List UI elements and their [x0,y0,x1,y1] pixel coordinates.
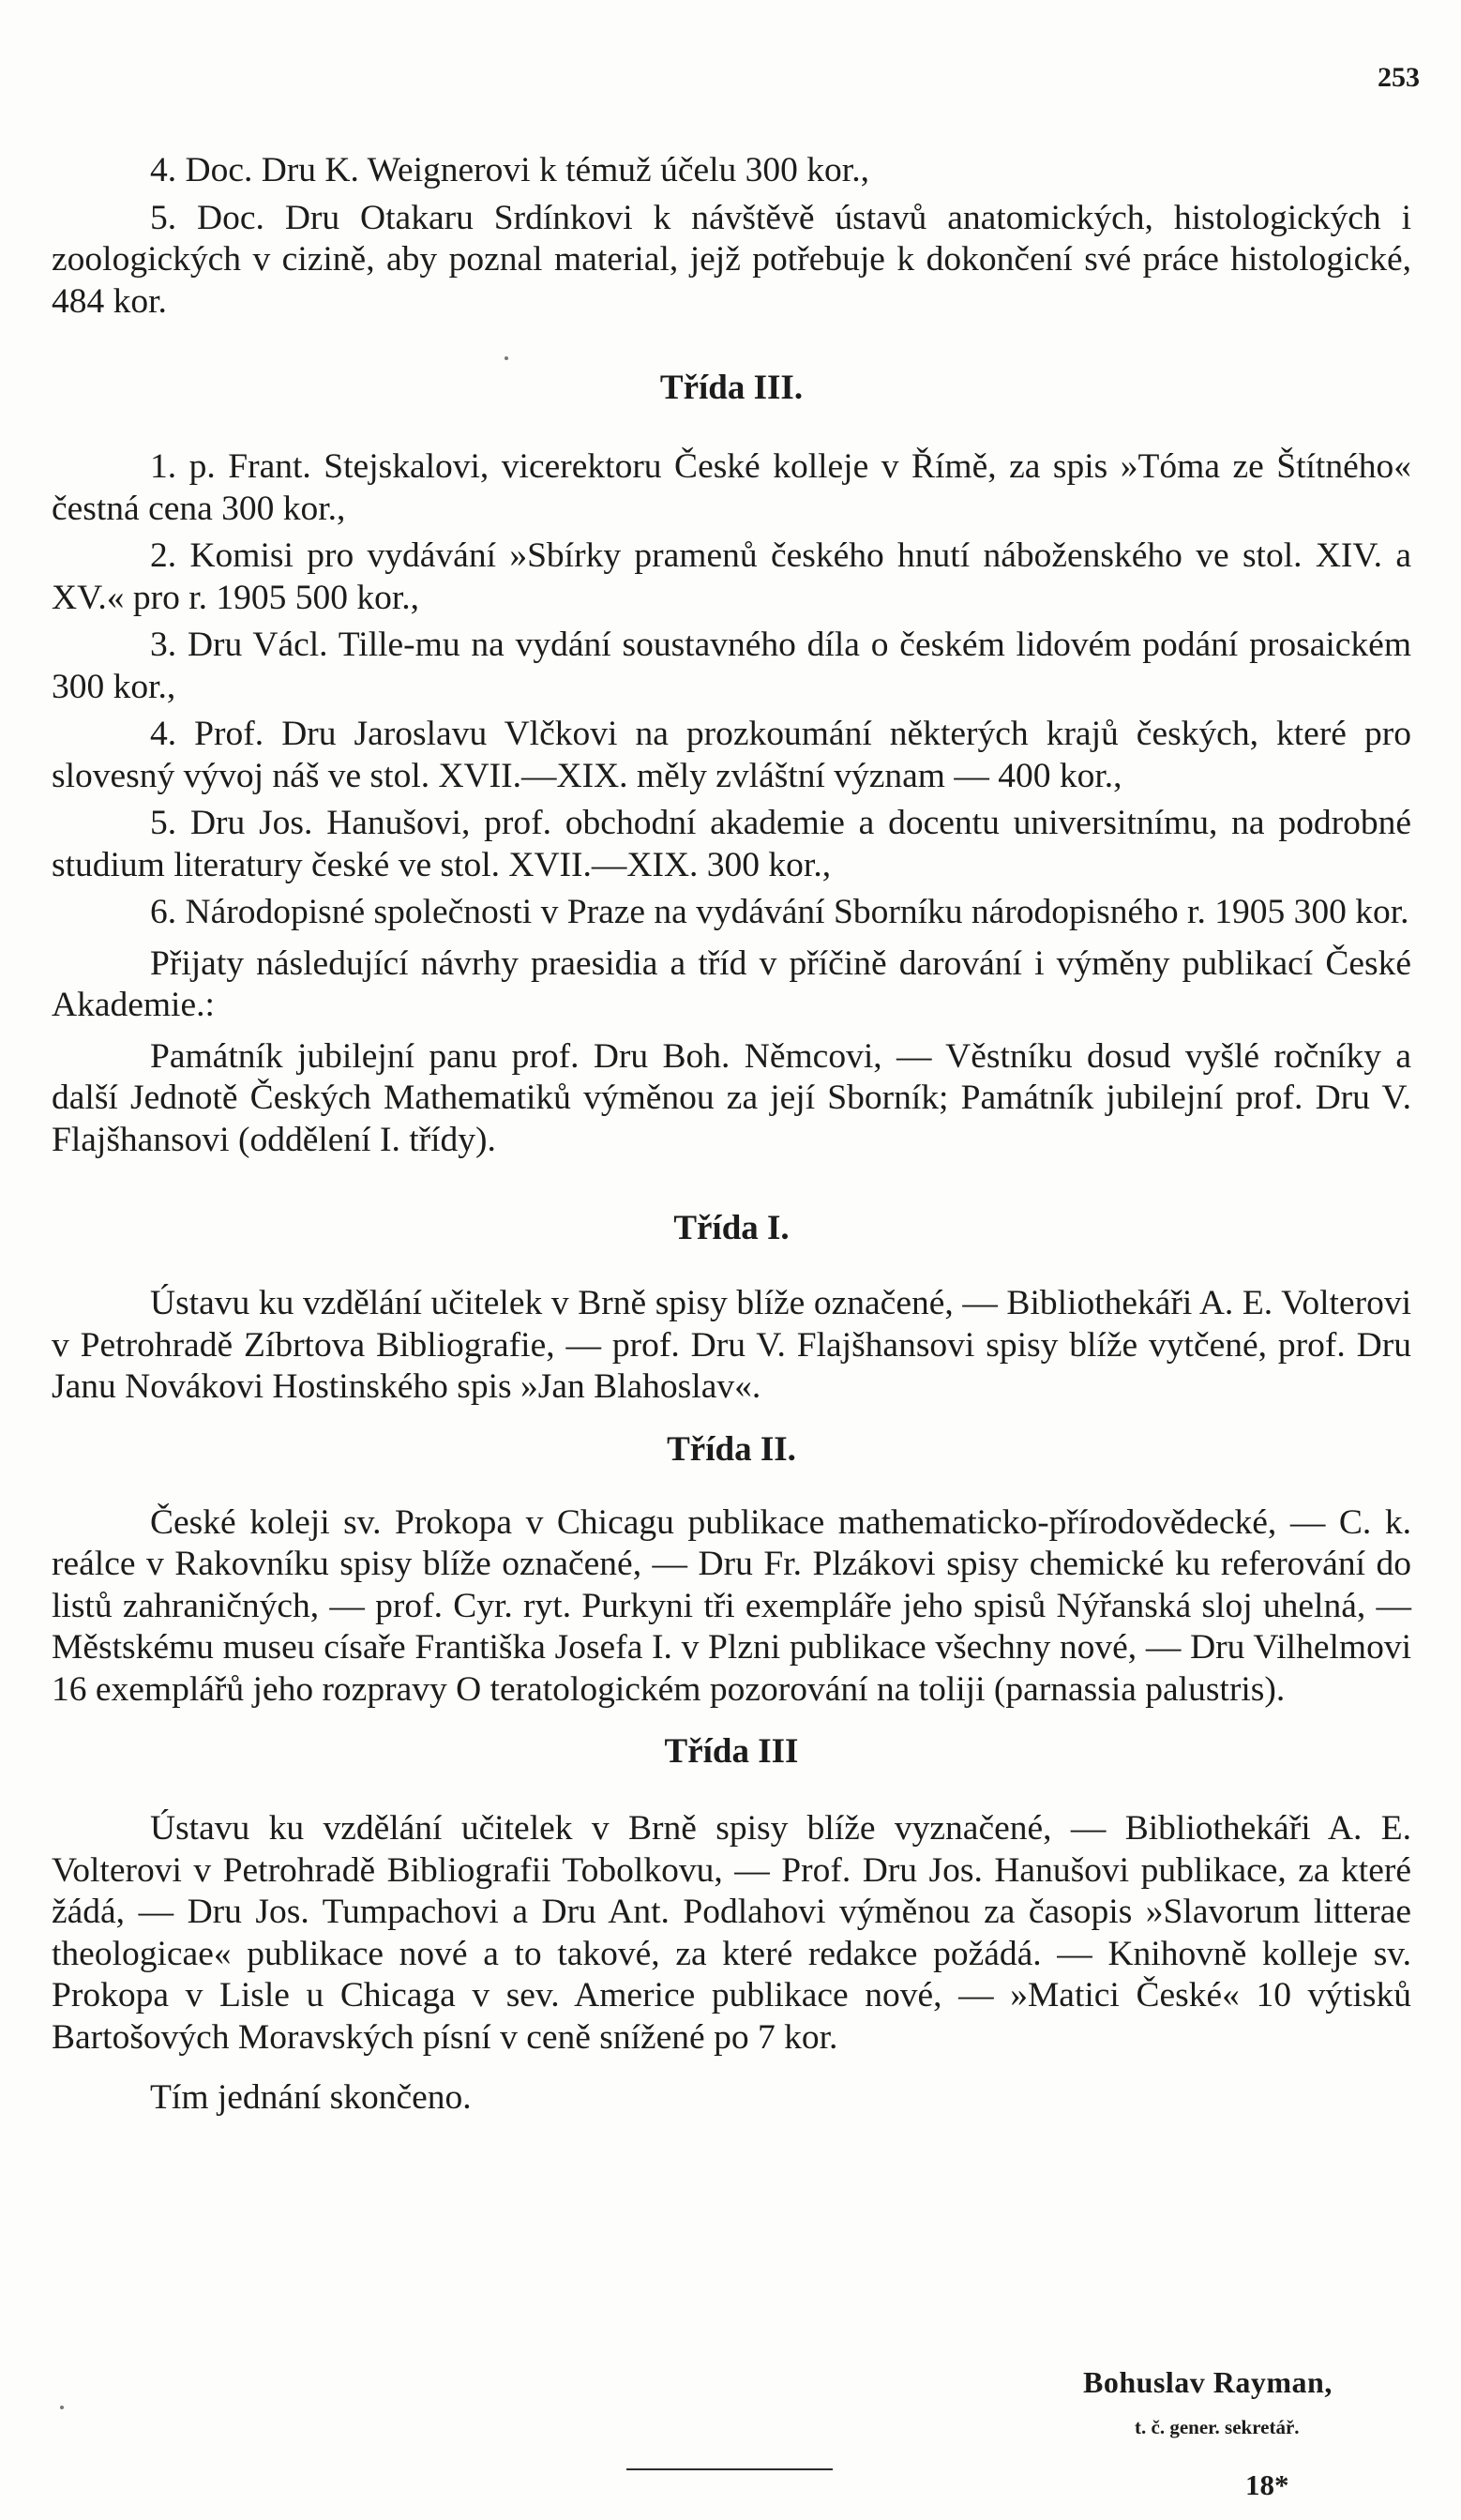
print-speck [505,356,508,360]
intro-paragraph-5: 5. Doc. Dru Otakaru Srdínkovi k návštěvě ústavů anatomických, histologických i zoologických v cizině, aby poznal material, jejž potřebuje k dokončení své práce histologické, 484 kor. [52,198,1411,321]
trida-i-paragraph: Ústavu ku vzdělání učitelek v Brně spisy blíže označené, — Bibliothekáři A. E. Volterovi v Petrohradě Zíbrtova Bibliografie, — prof. Dru V. Flajšhansovi spisy blíže vytčené, prof. Dru Janu Novákovi Hostinského spis »Jan Blahoslav«. [52,1284,1411,1406]
praesidium-intro: Přijaty následující návrhy praesidia a tříd v příčině darování i výměny publikací České Akademie.: [52,943,1411,1024]
trida-iii-item-3: 3. Dru Václ. Tille-mu na vydání soustavného díla o českém lidovém podání prosaickém 300 kor., [52,626,1411,706]
praesidium-pamatnik: Památník jubilejní panu prof. Dru Boh. Němcovi, — Věstníku dosud vyšlé ročníky a další Jednotě Českých Mathematiků výměnou za její Sborník; Památník jubilejní prof. Dru V. Flajšhansovi (oddělení I. třídy). [52,1036,1411,1159]
trida-ii-paragraph: České koleji sv. Prokopa v Chicagu publikace mathematicko-přírodovědecké, — C. k. reálce v Rakovníku spisy blíže označené, — Dru Fr. Plzákovi spisy chemické ku referování do listů zahraničných, — prof. Cyr. ryt. Purkyni tři exempláře jeho spisů Nýřanská sloj uhelná, — Městskému museu císaře Františka Josefa I. v Plzni publikace všechny nové, — Dru Vilhelmovi 16 exemplářů jeho rozpravy O teratologickém pozorování na toliji (parnassia palustris). [52,1502,1411,1709]
trida-iii-item-2: 2. Komisi pro vydávání »Sbírky pramenů českého hnutí náboženského ve stol. XIV. a XV.« pro r. 1905 500 kor., [52,536,1411,617]
sheet-mark: 18* [1245,2468,1289,2501]
print-speck [60,2406,64,2409]
closing-line: Tím jednání skončeno. [150,2078,472,2117]
heading-trida-ii: Třída II. [667,1429,796,1469]
trida-iii-item-4: 4. Prof. Dru Jaroslavu Vlčkovi na prozkoumání některých krajů českých, které pro slovesný vývoj náš ve stol. XVII.—XIX. měly zvláštní význam — 400 kor., [52,715,1411,795]
heading-trida-iii: Třída III. [659,369,804,407]
signature-name: Bohuslav Rayman, [1083,2365,1333,2399]
heading-trida-iii-second: Třída III [664,1732,799,1771]
trida-iii-second-paragraph: Ústavu ku vzdělání učitelek v Brně spisy blíže vyznačené, — Bibliothekáři A. E. Volterovi v Petrohradě Bibliografii Tobolkovu, — Prof. Dru Jos. Hanušovi publikace, za které žádá, — Dru Jos. Tumpachovi a Dru Ant. Podlahovi výměnou za časopis »Slavorum litterae theologicae« publikace nové a to takové, za které redakce požádá. — Knihovně kolleje sv. Prokopa v Lisle u Chicaga v sev. Americe publikace nové, — »Matici České« 10 výtisků Bartošových Moravských písní v ceně snížené po 7 kor. [52,1809,1411,2057]
intro-paragraph-4: 4. Doc. Dru K. Weignerovi k témuž účelu 300 kor., [150,151,869,189]
footer-rule [626,2468,833,2470]
heading-trida-i: Třída I. [673,1209,790,1247]
trida-iii-item-5: 5. Dru Jos. Hanušovi, prof. obchodní akademie a docentu universitnímu, na podrobné studium literatury české ve stol. XVII.—XIX. 300 kor., [52,804,1411,884]
trida-iii-item-1: 1. p. Frant. Stejskalovi, vicerektoru České kolleje v Římě, za spis »Tóma ze Štítného« čestná cena 300 kor., [52,447,1411,528]
signature-title: t. č. gener. sekretář. [1135,2416,1300,2438]
page-number: 253 [1378,62,1420,93]
page-body [52,150,1411,2120]
trida-iii-item-6: 6. Národopisné společnosti v Praze na vydávání Sborníku národopisného r. 1905 300 kor. [150,893,1409,931]
